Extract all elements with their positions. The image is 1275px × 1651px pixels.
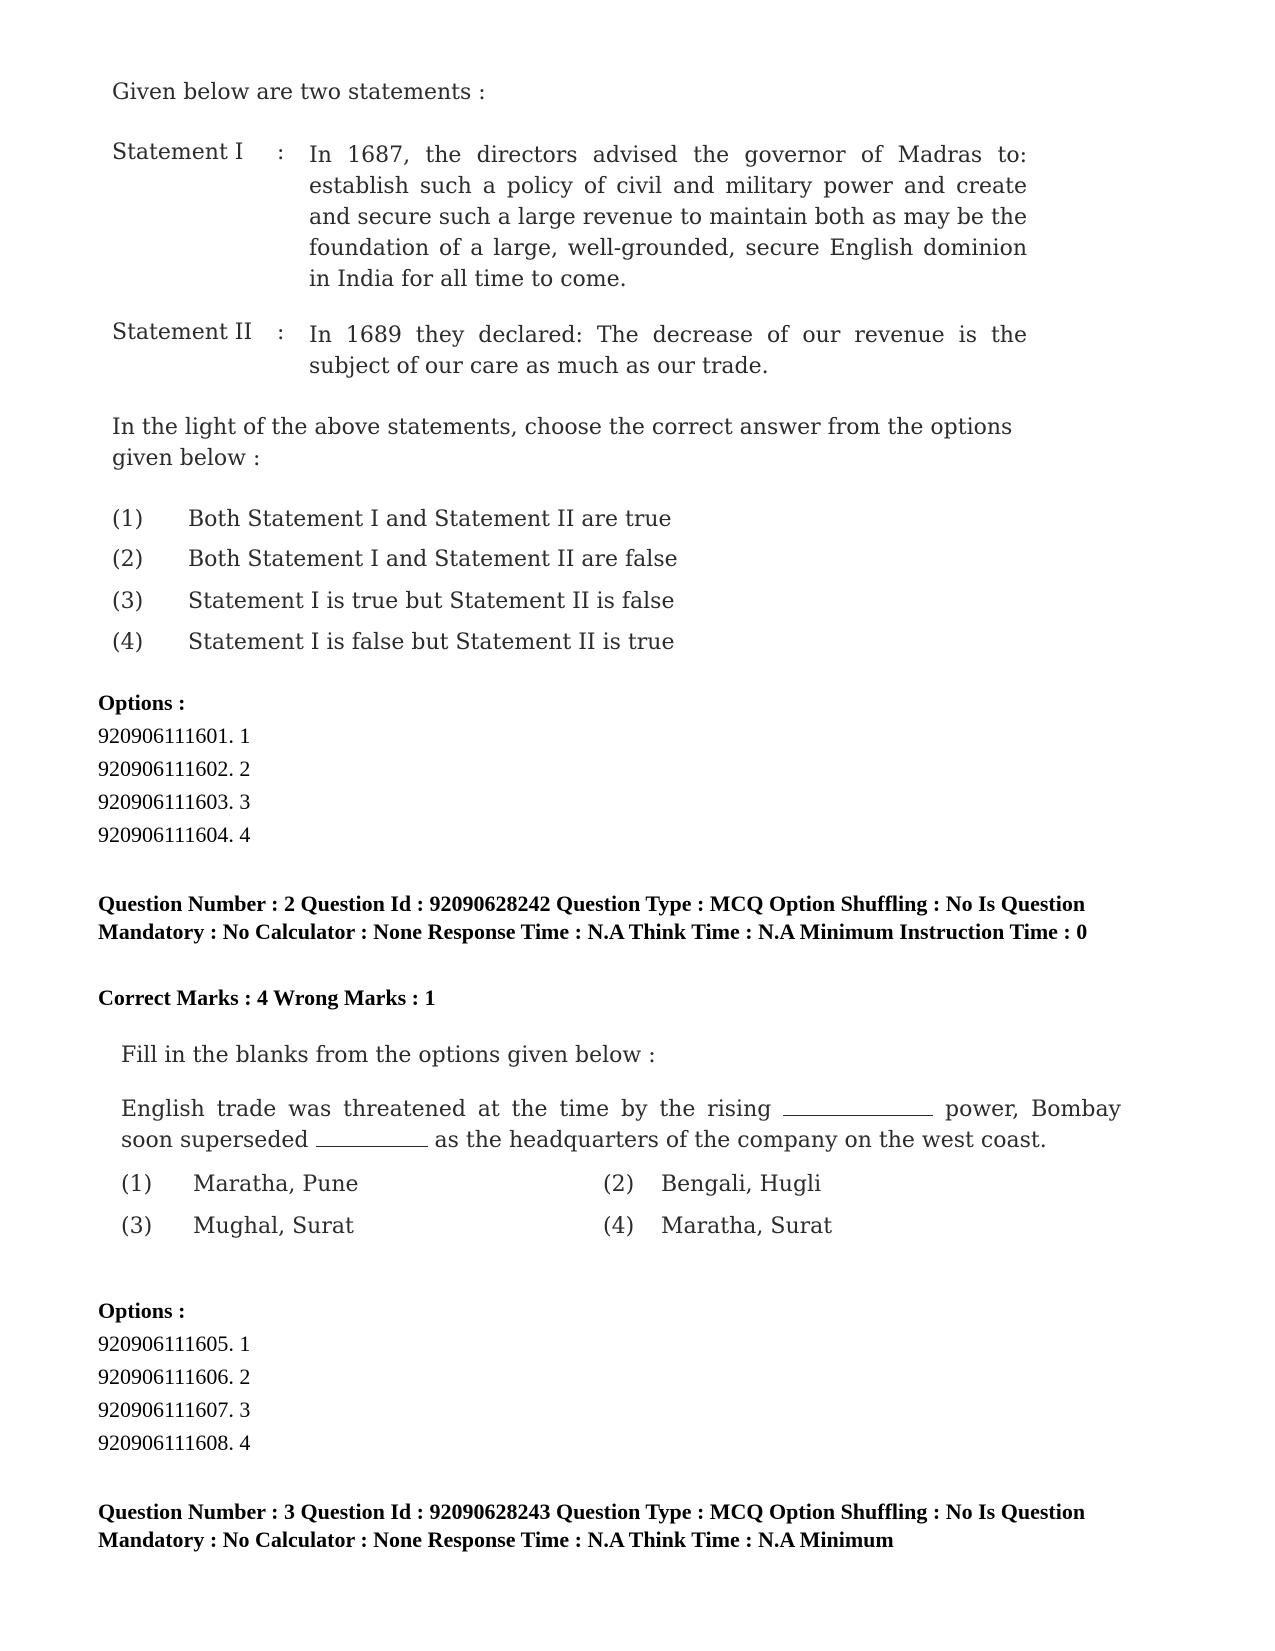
q2-text-part2: power, Bombay soon superseded bbox=[121, 1097, 1121, 1153]
q2-option-id: 920906111608. 4 bbox=[98, 1430, 251, 1455]
q1-option-id: 920906111601. 1 bbox=[98, 723, 251, 748]
q2-option-id: 920906111606. 2 bbox=[98, 1364, 251, 1389]
q2-intro: Fill in the blanks from the options given below : bbox=[121, 1043, 656, 1068]
q2-choice-num: (1) bbox=[121, 1172, 153, 1197]
statement-2-colon: : bbox=[277, 320, 285, 345]
q1-options-heading: Options : bbox=[98, 690, 186, 715]
statement-2-text: In 1689 they declared: The decrease of our revenue is the subject of our care as much as our trade. bbox=[309, 323, 1027, 379]
statement-2-label: Statement II bbox=[112, 320, 253, 345]
q1-prompt: In the light of the above statements, choose the correct answer from the options given below : bbox=[112, 415, 1013, 471]
q2-choice-text: Bengali, Hugli bbox=[661, 1172, 822, 1197]
q2-option-id: 920906111605. 1 bbox=[98, 1331, 251, 1356]
q2-choice-num: (2) bbox=[603, 1172, 635, 1197]
q2-text-part1: English trade was threatened at the time by the rising bbox=[121, 1097, 772, 1122]
statement-1-colon: : bbox=[277, 140, 285, 165]
q2-meta: Question Number : 2 Question Id : 92090628242 Question Type : MCQ Option Shuffling : No Is Question Mandatory : No Calculator : None Response Time : N.A Think Time : N.A Minimum Instruction Time : 0 bbox=[98, 891, 1088, 944]
q2-choice-num: (4) bbox=[603, 1214, 635, 1239]
q3-meta: Question Number : 3 Question Id : 92090628243 Question Type : MCQ Option Shuffling : No Is Question Mandatory : No Calculator : None Response Time : N.A Think Time : N.A Minimum bbox=[98, 1499, 1086, 1552]
statement-1-label: Statement I bbox=[112, 140, 244, 165]
q1-choice-text: Both Statement I and Statement II are true bbox=[188, 507, 672, 532]
q1-choice-text: Statement I is false but Statement II is true bbox=[188, 630, 675, 655]
q1-choice-num: (3) bbox=[112, 589, 144, 614]
q1-choice-num: (2) bbox=[112, 547, 144, 572]
blank-1 bbox=[783, 1099, 933, 1116]
q2-marks: Correct Marks : 4 Wrong Marks : 1 bbox=[98, 985, 436, 1010]
q1-choice-num: (1) bbox=[112, 507, 144, 532]
q2-fill-text bbox=[121, 1094, 1121, 1156]
q2-options-heading: Options : bbox=[98, 1298, 186, 1323]
statement-1-text: In 1687, the directors advised the governor of Madras to: establish such a policy of civil and military power and create and secure such a large revenue to maintain both as may be the foundation of a large, well-grounded, secure English dominion in India for all time to come. bbox=[309, 143, 1027, 292]
blank-2 bbox=[316, 1130, 428, 1147]
q1-option-id: 920906111604. 4 bbox=[98, 822, 251, 847]
q2-choice-text: Mughal, Surat bbox=[193, 1214, 354, 1239]
q1-option-id: 920906111602. 2 bbox=[98, 756, 251, 781]
q1-choice-num: (4) bbox=[112, 630, 144, 655]
q1-intro: Given below are two statements : bbox=[112, 80, 486, 105]
q1-choice-text: Statement I is true but Statement II is false bbox=[188, 589, 675, 614]
q2-choice-text: Maratha, Pune bbox=[193, 1172, 359, 1197]
q2-choice-num: (3) bbox=[121, 1214, 153, 1239]
q1-choice-text: Both Statement I and Statement II are false bbox=[188, 547, 678, 572]
q2-text-part3: as the headquarters of the company on the west coast. bbox=[434, 1128, 1047, 1153]
q1-option-id: 920906111603. 3 bbox=[98, 789, 251, 814]
q2-choice-text: Maratha, Surat bbox=[661, 1214, 833, 1239]
q2-option-id: 920906111607. 3 bbox=[98, 1397, 251, 1422]
